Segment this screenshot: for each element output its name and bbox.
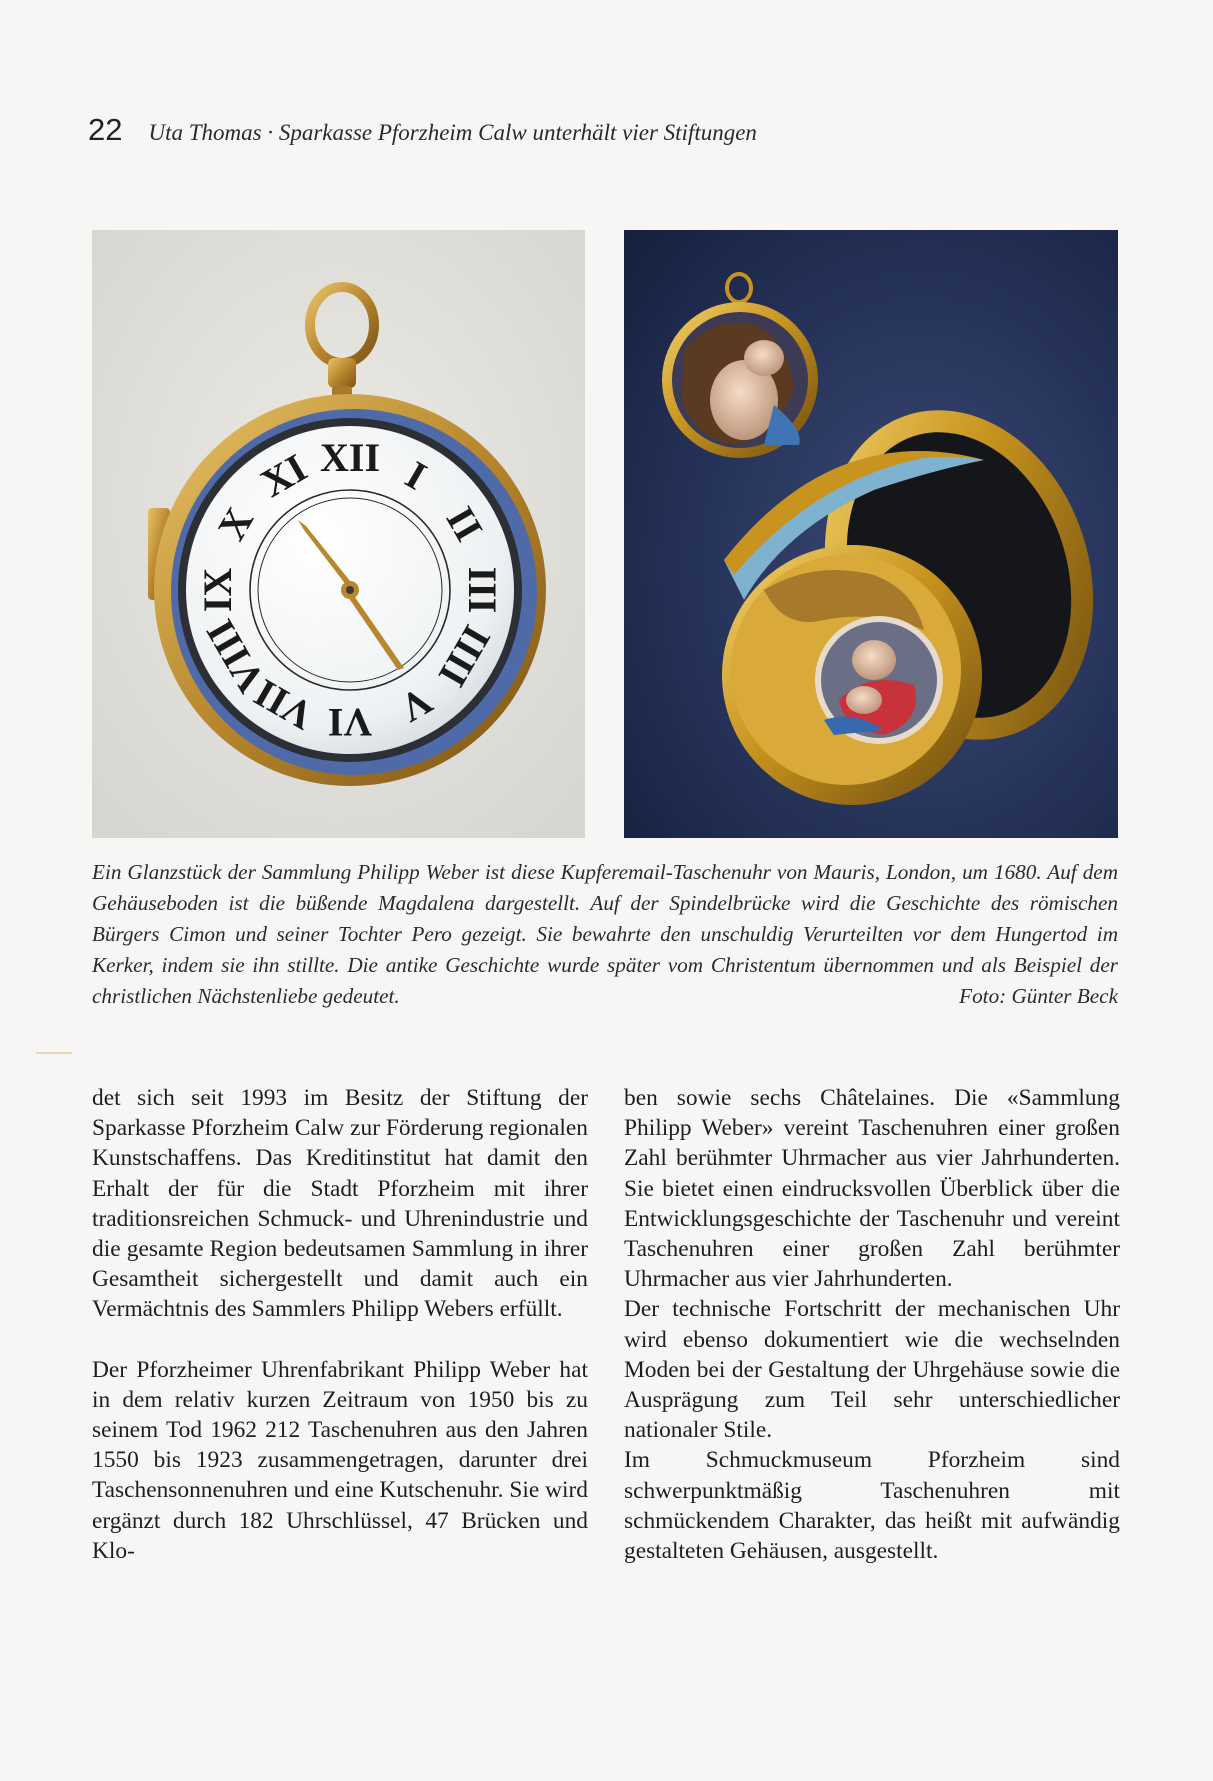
running-head: Uta Thomas · Sparkasse Pforzheim Calw unterhält vier Stiftungen: [148, 120, 757, 145]
paragraph: Der Pforzheimer Uhrenfabrikant Philipp Weber hat in dem relativ kurzen Zeitraum von 1950 bis zu seinem Tod 1962 212 Taschenuhren aus den Jahren 1550 bis 1923 zusammengetragen, darunter drei Taschensonnenuhren und eine Kutschenuhr. Sie wird ergänzt durch 182 Uhrschlüssel, 47 Brücken und Klo-: [92, 1356, 588, 1564]
gold-enamel-pocket-watch-dial-icon: [92, 230, 585, 838]
page-number: 22: [88, 112, 123, 147]
paragraph: Im Schmuckmuseum Pforzheim sind schwerpunktmäßig Taschenuhren mit schmückendem Charakter, das heißt mit aufwändig gestalteten Gehäusen, ausgestellt.: [624, 1447, 1120, 1565]
dial-numeral: II: [437, 499, 493, 549]
dial-numeral: IX: [195, 567, 240, 613]
photo-credit: Foto: Günter Beck: [959, 984, 1118, 1008]
dial-numeral: XII: [319, 435, 381, 480]
open-watch-photo: [624, 230, 1118, 838]
dial-numeral: V: [392, 678, 441, 732]
body-column-left: [92, 1083, 588, 1566]
dial-numeral: IIII: [429, 618, 500, 695]
dial-numeral: VIII: [196, 612, 274, 701]
dial-numeral: XI: [253, 444, 315, 506]
figure-caption: [92, 857, 1118, 1012]
page-header: [88, 112, 757, 148]
paragraph: ben sowie sechs Châtelaines. Die «Sammlung Philipp Weber» vereint Taschenuhren einer großen Zahl berühmter Uhrmacher aus vier Jahrhunderten. Sie bietet einen eindrucksvollen Überblick über die Entwicklungsgeschichte der Taschenuhr und vereint Taschenuhren einer großen Zahl berühmter Uhrmacher aus vier Jahrhunderten.: [624, 1085, 1120, 1293]
dial-numeral: X: [208, 499, 262, 548]
dial-numeral: I: [398, 451, 435, 499]
open-enamel-pocket-watch-with-paintings-icon: [624, 230, 1118, 838]
dial-numeral: VII: [246, 670, 321, 740]
paragraph: det sich seit 1993 im Besitz der Stiftung der Sparkasse Pforzheim Calw zur Förderung regionalen Kunstschaffens. Das Kreditinstitut hat damit den Erhalt der für die Stadt Pforzheim mit ihrer traditionsreichen Schmuck- und Uhrenindustrie und die gesamte Region bedeutsamen Sammlung in ihrer Gesamtheit sichergestellt und damit auch ein Vermächtnis des Sammlers Philipp Webers erfüllt.: [92, 1085, 588, 1323]
paragraph: Der technische Fortschritt der mechanischen Uhr wird ebenso dokumentiert wie die wechselnden Moden bei der Gestaltung der Uhrgehäuse sowie die Ausprägung zum Teil sehr unterschiedlicher nationaler Stile.: [624, 1296, 1120, 1444]
margin-mark: [36, 1052, 72, 1054]
pocket-watch-dial-photo: [92, 230, 585, 838]
body-column-right: [624, 1083, 1120, 1566]
dial-numeral: VI: [327, 700, 373, 745]
caption-text: Ein Glanzstück der Sammlung Philipp Weber ist diese Kupferemail-Taschenuhr von Mauris, London, um 1680. Auf dem Gehäuseboden ist die büßende Magdalena dargestellt. Auf der Spindelbrücke wird die Geschichte des römischen Bürgers Cimon und seiner Tochter Pero gezeigt. Sie bewahrte den unschuldig Verurteilten vor dem Hungertod im Kerker, indem sie ihn stillte. Die antike Geschichte wurde später vom Christentum übernommen und als Beispiel der christlichen Nächstenliebe gedeutet.: [92, 860, 1118, 1008]
dial-numeral: III: [460, 566, 505, 614]
